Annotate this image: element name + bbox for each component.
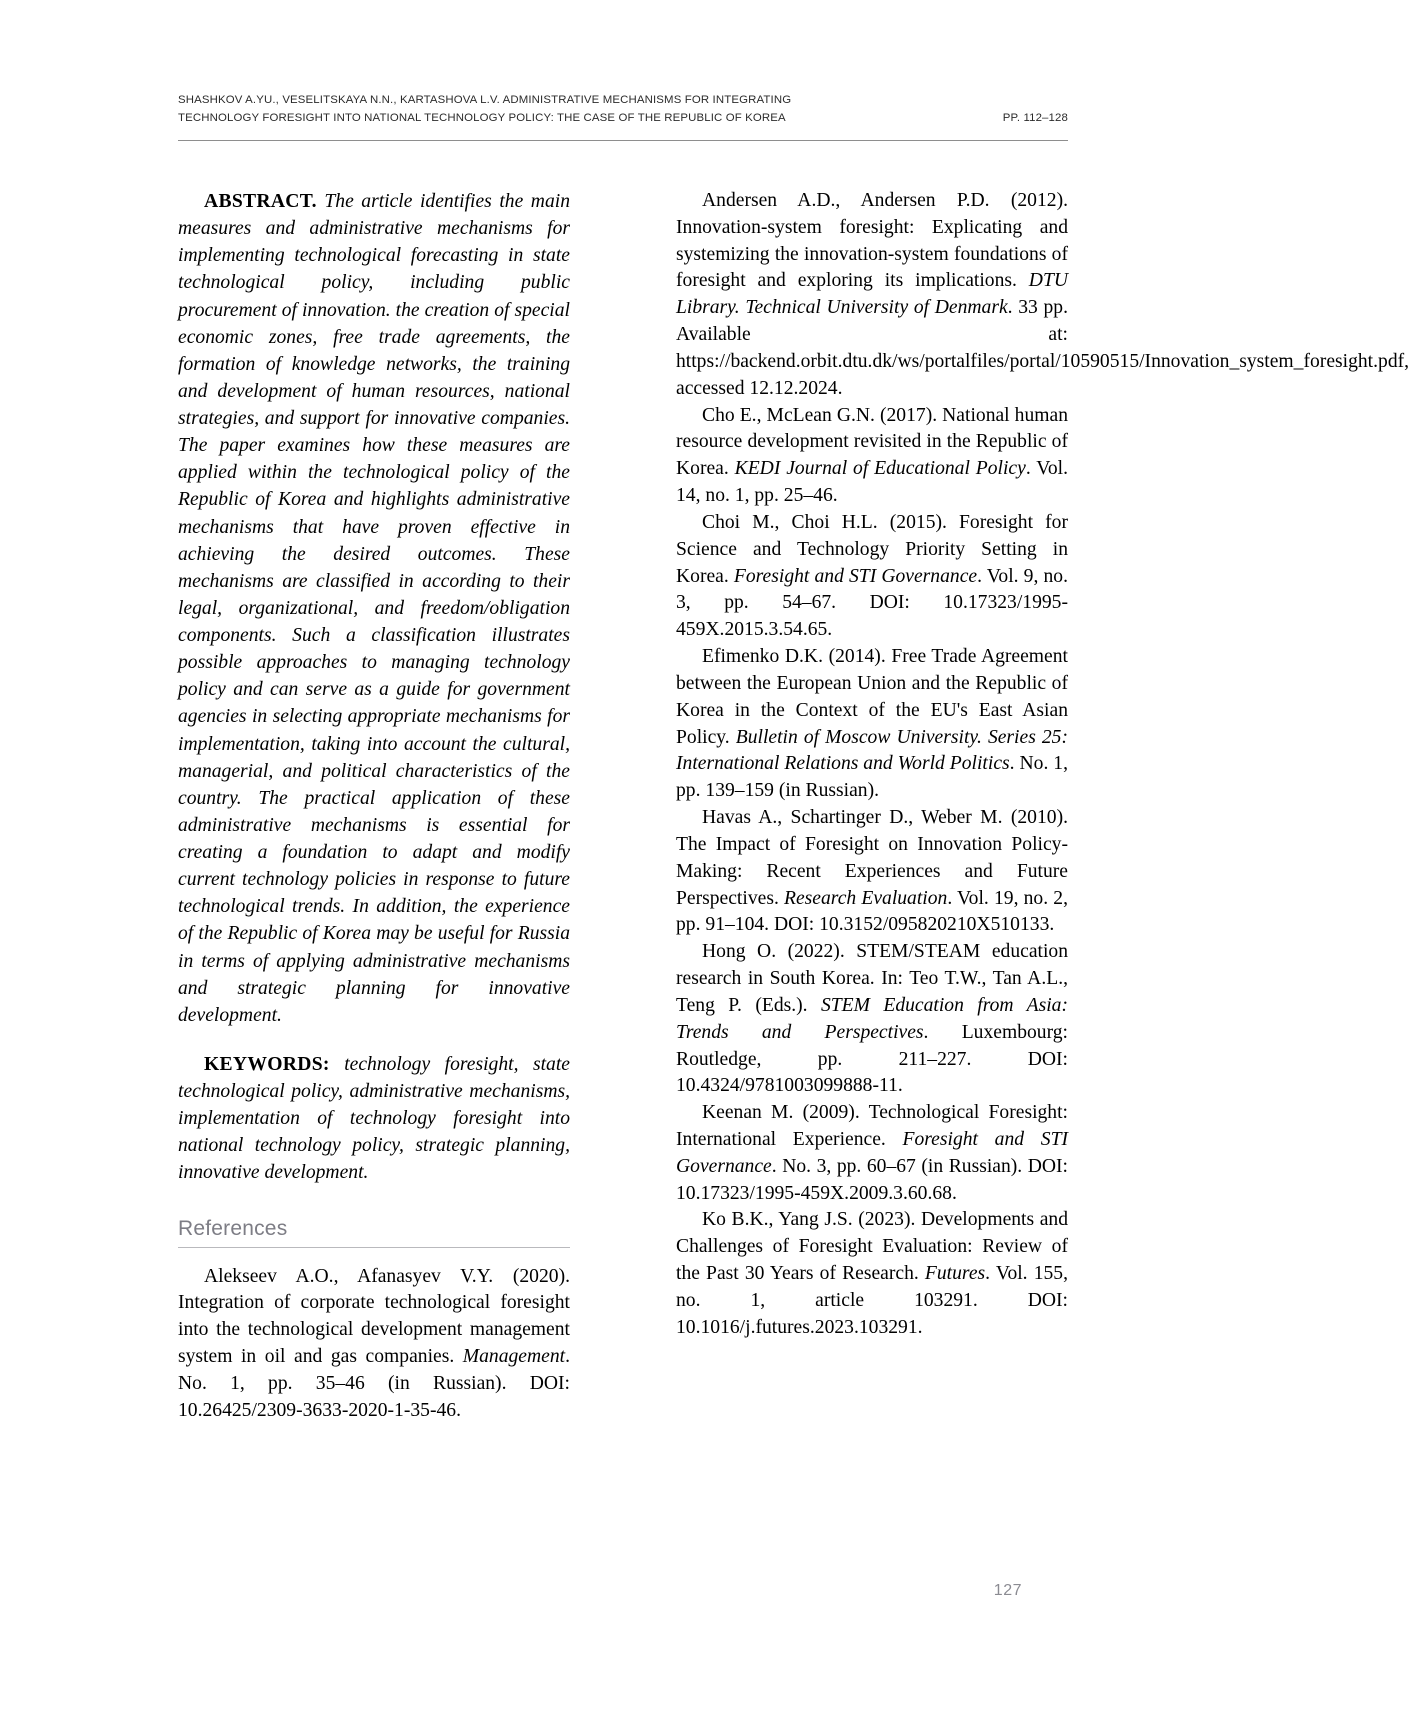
left-column: [178, 188, 570, 1424]
reference-text: . 33 pp. Available at: https://backend.orbit.dtu.dk/ws/portalfiles/portal/10590515/Innovation_system_foresight.pdf, accessed 12.12.2024.: [676, 297, 1409, 399]
reference-text: . No. 3, pp. 60–67 (in Russian). DOI: 10.17323/1995-459X.2009.3.60.68.: [676, 1155, 1068, 1204]
reference-source-title: Foresight and STI Governance: [733, 565, 978, 587]
reference-entry: [676, 510, 1068, 644]
reference-entry: [676, 403, 1068, 510]
reference-text: . Vol. 9, no. 3, pp. 54–67. DOI: 10.17323/1995-459X.2015.3.54.65.: [676, 565, 1068, 641]
reference-text: Choi M., Choi H.L. (2015). Foresight for Science and Technology Priority Setting in Korea.: [676, 511, 1068, 587]
reference-text: Efimenko D.K. (2014). Free Trade Agreement between the European Union and the Republic of Korea in the Context of the EU's East Asian Policy.: [676, 646, 1068, 748]
reference-text: . Vol. 14, no. 1, pp. 25–46.: [676, 458, 1068, 507]
abstract-paragraph: [178, 188, 570, 1029]
reference-text: Ko B.K., Yang J.S. (2023). Developments and Challenges of Foresight Evaluation: Review of the Past 30 Years of Research.: [676, 1209, 1068, 1285]
reference-text: Keenan M. (2009). Technological Foresight: International Experience.: [676, 1102, 1068, 1150]
reference-source-title: Research Evaluation: [784, 887, 948, 909]
references-list-left: [178, 1264, 570, 1425]
running-head: [178, 92, 1068, 127]
running-head-line-1: SHASHKOV A.YU., VESELITSKAYA N.N., KARTASHOVA L.V. ADMINISTRATIVE MECHANISMS FOR INTEGRATING: [178, 94, 792, 106]
reference-source-title: Bulletin of Moscow University. Series 25: International Relations and World Politics: [676, 726, 1068, 775]
reference-text: Hong O. (2022). STEM/STEAM education research in South Korea. In: Teo T.W., Tan A.L., Teng P. (Eds.).: [676, 941, 1068, 1016]
running-head-line-2: [178, 110, 1068, 128]
reference-source-title: DTU Library. Technical University of Denmark: [676, 270, 1068, 319]
reference-entry: [676, 644, 1068, 805]
references-rule: [178, 1247, 570, 1248]
keywords-label: KEYWORDS:: [204, 1053, 330, 1075]
abstract-text: The article identifies the main measures and administrative mechanisms for implementing technological forecasting in state technological policy, including public procurement of innovation. the creation of special economic zones, free trade agreements, the formation of knowledge networks, the training and development of human resources, national strategies, and support for innovative companies. The paper examines how these measures are applied within the technological policy of the Republic of Korea and highlights administrative mechanisms that have proven effective in achieving the desired outcomes. These mechanisms are classified in according to their legal, organizational, and freedom/obligation components. Such a classification illustrates possible approaches to managing technology policy and can serve as a guide for government agencies in selecting appropriate mechanisms for implementation, taking into account the cultural, managerial, and political characteristics of the country. The practical application of these administrative mechanisms is essential for creating a foundation to adapt and modify current technology policies in response to future technological trends. In addition, the experience of the Republic of Korea may be useful for Russia in terms of applying administrative mechanisms and strategic planning for innovative development.: [178, 191, 570, 1026]
reference-entry: [676, 188, 1409, 403]
reference-text: Andersen A.D., Andersen P.D. (2012). Innovation-system foresight: Explicating and systemizing the innovation-system foundations of foresight and exploring its implications.: [676, 190, 1068, 292]
reference-source-title: KEDI Journal of Educational Policy: [734, 458, 1026, 480]
reference-text: . No. 1, pp. 139–159 (in Russian).: [676, 753, 1068, 802]
page-number: 127: [993, 1582, 1022, 1599]
body-columns: [178, 188, 1409, 1508]
references-heading: References: [178, 1216, 288, 1240]
reference-entry: [178, 1264, 570, 1425]
reference-text: Alekseev A.O., Afanasyev V.Y. (2020). Integration of corporate technological foresight into the technological development management system in oil and gas companies.: [178, 1265, 570, 1367]
references-list-right: [676, 188, 1409, 1342]
reference-text: . No. 1, pp. 35–46 (in Russian). DOI: 10.26425/2309-3633-2020-1-35-46.: [178, 1345, 570, 1421]
header-rule: [178, 140, 1068, 141]
reference-text: . Vol. 155, no. 1, article 103291. DOI: 10.1016/j.futures.2023.103291.: [676, 1263, 1068, 1338]
reference-source-title: Futures: [924, 1263, 986, 1285]
reference-entry: [676, 1100, 1068, 1207]
reference-entry: [676, 805, 1068, 939]
reference-text: Havas A., Schartinger D., Weber M. (2010). The Impact of Foresight on Innovation Policy-Making: Recent Experiences and Future Perspectives.: [676, 807, 1068, 909]
abstract-label: ABSTRACT.: [204, 191, 317, 212]
right-column: [676, 188, 1409, 1342]
reference-entry: [676, 939, 1068, 1100]
reference-text: Cho E., McLean G.N. (2017). National human resource development revisited in the Republic of Korea.: [676, 404, 1068, 480]
running-head-line-2-text: TECHNOLOGY FORESIGHT INTO NATIONAL TECHNOLOGY POLICY: THE CASE OF THE REPUBLIC OF KOREA: [178, 111, 786, 124]
page-range: PP. 112–128: [1002, 111, 1068, 124]
reference-source-title: STEM Education from Asia: Trends and Perspectives: [676, 994, 1068, 1043]
reference-source-title: Management: [462, 1345, 566, 1367]
keywords-paragraph: [178, 1051, 570, 1187]
reference-text: . Luxembourg: Routledge, pp. 211–227. DOI: 10.4324/9781003099888-11.: [676, 1021, 1068, 1097]
keywords-text: technology foresight, state technological policy, administrative mechanisms, implementation of technology foresight into national technology policy, strategic planning, innovative development.: [178, 1053, 570, 1184]
reference-entry: [676, 1207, 1068, 1341]
reference-text: . Vol. 19, no. 2, pp. 91–104. DOI: 10.3152/095820210X510133.: [676, 887, 1068, 936]
reference-source-title: Foresight and STI Governance: [676, 1128, 1068, 1177]
